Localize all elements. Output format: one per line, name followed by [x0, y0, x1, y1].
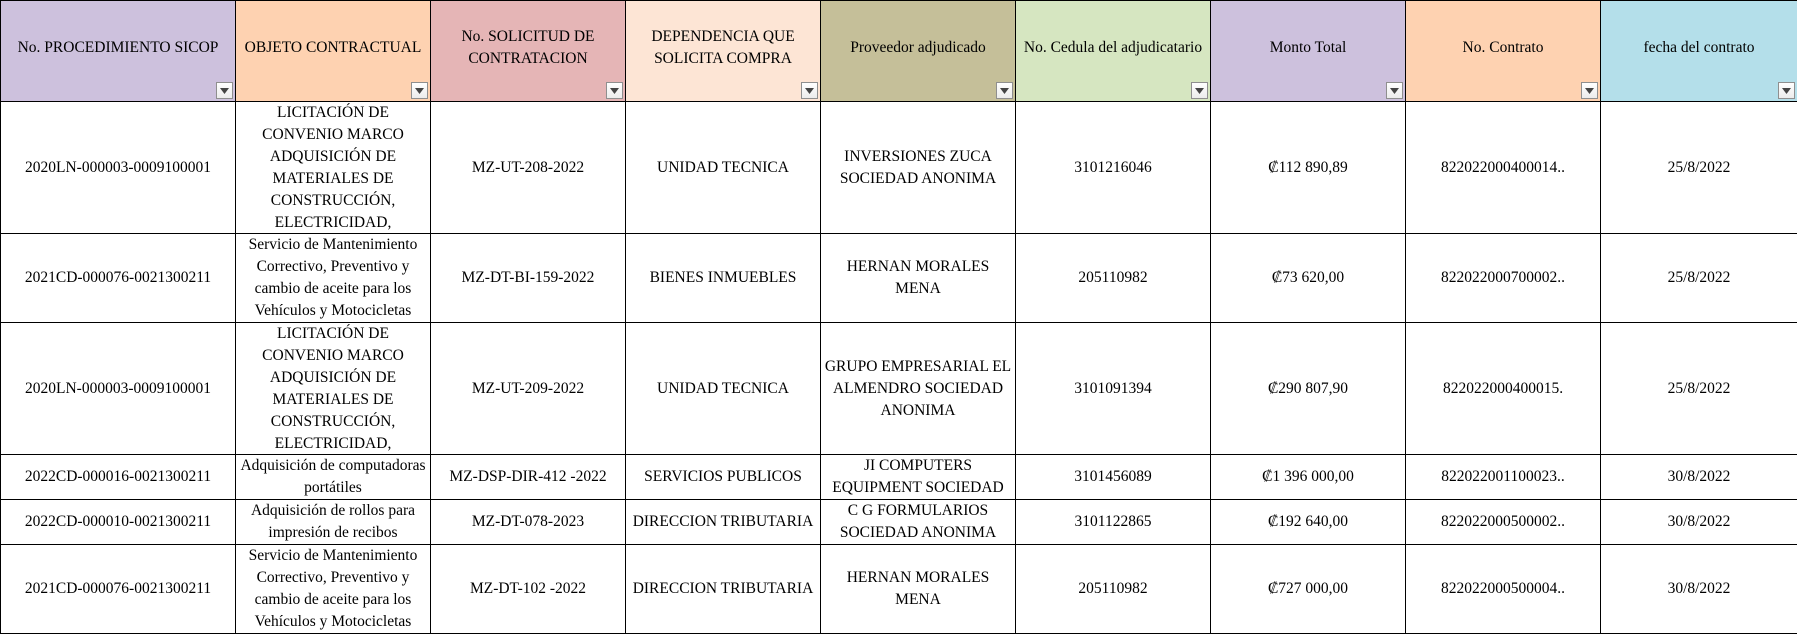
- header-proveedor: [821, 1, 1016, 102]
- cell-procedimiento[interactable]: 2022CD-000016-0021300211: [1, 455, 236, 500]
- cell-monto[interactable]: ₡192 640,00: [1211, 500, 1406, 545]
- table-row: [1, 102, 1797, 234]
- cell-fecha[interactable]: 30/8/2022: [1601, 500, 1797, 545]
- cell-objeto-text: LICITACIÓN DE CONVENIO MARCO ADQUISICIÓN DE MATERIALES DE CONSTRUCCIÓN, ELECTRICIDAD,: [239, 323, 427, 454]
- cell-cedula[interactable]: 3101091394: [1016, 323, 1211, 455]
- table-row: [1, 500, 1797, 545]
- cell-objeto[interactable]: [236, 323, 431, 455]
- cell-dependencia[interactable]: SERVICIOS PUBLICOS: [626, 455, 821, 500]
- cell-proveedor[interactable]: INVERSIONES ZUCA SOCIEDAD ANONIMA: [821, 102, 1016, 234]
- cell-contrato[interactable]: 822022000400014..: [1406, 102, 1601, 234]
- header-procedimiento: [1, 1, 236, 102]
- cell-objeto-text: Servicio de Mantenimiento Correctivo, Preventivo y cambio de aceite para los Vehículos y Motocicletas: [239, 545, 427, 633]
- cell-proveedor[interactable]: [821, 455, 1016, 500]
- cell-proveedor[interactable]: HERNAN MORALES MENA: [821, 234, 1016, 323]
- cell-proveedor[interactable]: GRUPO EMPRESARIAL EL ALMENDRO SOCIEDAD ANONIMA: [821, 323, 1016, 455]
- table-row: [1, 455, 1797, 500]
- header-label: fecha del contrato: [1604, 37, 1794, 59]
- dropdown-arrow-icon[interactable]: [801, 82, 818, 99]
- cell-contrato[interactable]: 822022000700002..: [1406, 234, 1601, 323]
- cell-objeto-text: Adquisición de rollos para impresión de recibos: [239, 500, 427, 544]
- table-row: [1, 234, 1797, 323]
- cell-fecha[interactable]: 25/8/2022: [1601, 234, 1797, 323]
- table-row: [1, 545, 1797, 634]
- cell-procedimiento[interactable]: 2020LN-000003-0009100001: [1, 323, 236, 455]
- header-monto: [1211, 1, 1406, 102]
- dropdown-arrow-icon[interactable]: [1778, 82, 1795, 99]
- cell-dependencia[interactable]: DIRECCION TRIBUTARIA: [626, 500, 821, 545]
- header-label: No. SOLICITUD DE CONTRATACION: [434, 26, 622, 70]
- header-dependencia: [626, 1, 821, 102]
- cell-contrato[interactable]: 822022000500004..: [1406, 545, 1601, 634]
- cell-procedimiento[interactable]: 2021CD-000076-0021300211: [1, 234, 236, 323]
- dropdown-arrow-icon[interactable]: [996, 82, 1013, 99]
- cell-cedula[interactable]: 3101456089: [1016, 455, 1211, 500]
- header-row: [1, 1, 1797, 102]
- cell-objeto[interactable]: [236, 234, 431, 323]
- cell-dependencia[interactable]: UNIDAD TECNICA: [626, 323, 821, 455]
- dropdown-arrow-icon[interactable]: [411, 82, 428, 99]
- cell-solicitud[interactable]: MZ-UT-208-2022: [431, 102, 626, 234]
- cell-fecha[interactable]: 25/8/2022: [1601, 102, 1797, 234]
- cell-monto[interactable]: ₡727 000,00: [1211, 545, 1406, 634]
- cell-solicitud[interactable]: MZ-DT-BI-159-2022: [431, 234, 626, 323]
- cell-objeto-text: Servicio de Mantenimiento Correctivo, Preventivo y cambio de aceite para los Vehículos y Motocicletas: [239, 234, 427, 322]
- header-label: Monto Total: [1214, 37, 1402, 59]
- dropdown-arrow-icon[interactable]: [606, 82, 623, 99]
- cell-fecha[interactable]: 25/8/2022: [1601, 323, 1797, 455]
- cell-cedula[interactable]: 205110982: [1016, 234, 1211, 323]
- cell-objeto[interactable]: [236, 545, 431, 634]
- header-fecha: [1601, 1, 1797, 102]
- cell-solicitud[interactable]: MZ-DT-078-2023: [431, 500, 626, 545]
- cell-objeto[interactable]: [236, 455, 431, 500]
- cell-dependencia[interactable]: DIRECCION TRIBUTARIA: [626, 545, 821, 634]
- cell-objeto-text: Adquisición de computadoras portátiles: [239, 455, 427, 499]
- cell-solicitud[interactable]: MZ-DT-102 -2022: [431, 545, 626, 634]
- header-cedula: [1016, 1, 1211, 102]
- cell-fecha[interactable]: 30/8/2022: [1601, 455, 1797, 500]
- cell-fecha[interactable]: 30/8/2022: [1601, 545, 1797, 634]
- dropdown-arrow-icon[interactable]: [216, 82, 233, 99]
- cell-contrato[interactable]: 822022001100023..: [1406, 455, 1601, 500]
- cell-procedimiento[interactable]: 2020LN-000003-0009100001: [1, 102, 236, 234]
- cell-objeto[interactable]: [236, 102, 431, 234]
- cell-objeto[interactable]: [236, 500, 431, 545]
- dropdown-arrow-icon[interactable]: [1191, 82, 1208, 99]
- table-row: [1, 323, 1797, 455]
- header-label: OBJETO CONTRACTUAL: [239, 37, 427, 59]
- cell-cedula[interactable]: 3101216046: [1016, 102, 1211, 234]
- dropdown-arrow-icon[interactable]: [1386, 82, 1403, 99]
- cell-cedula[interactable]: 3101122865: [1016, 500, 1211, 545]
- header-label: No. Contrato: [1409, 37, 1597, 59]
- cell-proveedor-text: C G FORMULARIOS SOCIEDAD ANONIMA: [824, 500, 1012, 544]
- cell-contrato[interactable]: 822022000400015.: [1406, 323, 1601, 455]
- header-contrato: [1406, 1, 1601, 102]
- cell-monto[interactable]: ₡1 396 000,00: [1211, 455, 1406, 500]
- cell-dependencia[interactable]: BIENES INMUEBLES: [626, 234, 821, 323]
- header-solicitud: [431, 1, 626, 102]
- cell-objeto-text: LICITACIÓN DE CONVENIO MARCO ADQUISICIÓN DE MATERIALES DE CONSTRUCCIÓN, ELECTRICIDAD,: [239, 102, 427, 233]
- cell-procedimiento[interactable]: 2022CD-000010-0021300211: [1, 500, 236, 545]
- header-objeto: [236, 1, 431, 102]
- dropdown-arrow-icon[interactable]: [1581, 82, 1598, 99]
- cell-monto[interactable]: ₡112 890,89: [1211, 102, 1406, 234]
- header-label: No. PROCEDIMIENTO SICOP: [4, 37, 232, 59]
- cell-monto[interactable]: ₡290 807,90: [1211, 323, 1406, 455]
- cell-procedimiento[interactable]: 2021CD-000076-0021300211: [1, 545, 236, 634]
- cell-solicitud[interactable]: MZ-DSP-DIR-412 -2022: [431, 455, 626, 500]
- header-label: Proveedor adjudicado: [824, 37, 1012, 59]
- cell-proveedor[interactable]: HERNAN MORALES MENA: [821, 545, 1016, 634]
- header-label: No. Cedula del adjudicatario: [1019, 37, 1207, 59]
- cell-contrato[interactable]: 822022000500002..: [1406, 500, 1601, 545]
- header-label: DEPENDENCIA QUE SOLICITA COMPRA: [629, 26, 817, 70]
- cell-proveedor[interactable]: [821, 500, 1016, 545]
- cell-dependencia[interactable]: UNIDAD TECNICA: [626, 102, 821, 234]
- cell-cedula[interactable]: 205110982: [1016, 545, 1211, 634]
- cell-proveedor-text: JI COMPUTERS EQUIPMENT SOCIEDAD: [824, 455, 1012, 499]
- cell-monto[interactable]: ₡73 620,00: [1211, 234, 1406, 323]
- cell-solicitud[interactable]: MZ-UT-209-2022: [431, 323, 626, 455]
